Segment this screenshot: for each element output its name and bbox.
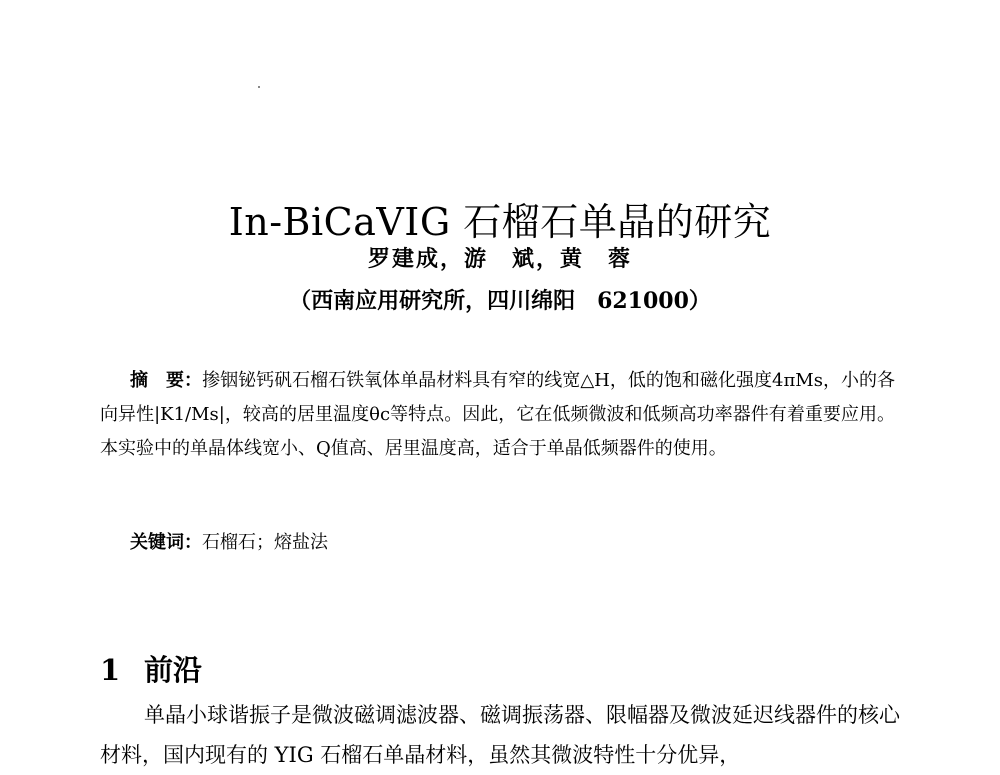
affiliation: （西南应用研究所，四川绵阳 621000） [289, 288, 711, 314]
keywords-text: 石榴石；熔盐法 [202, 532, 328, 553]
body-paragraph: 单晶小球谐振子是微波磁调滤波器、磁调振荡器、限幅器及微波延迟线器件的核心材料，国内现有的 YIG 石榴石单晶材料，虽然其微波特性十分优异， [100, 703, 900, 767]
body-text [100, 695, 900, 775]
keywords [130, 527, 890, 559]
abstract-paragraph [100, 364, 895, 466]
abstract-text: 掺铟铋钙矾石榴石铁氧体单晶材料具有窄的线宽△H，低的饱和磁化强度4πMs，小的各向异性|K1/Ms|，较高的居里温度θc等特点。因此，它在低频微波和低频高功率器件有着重要应用。本实验中的单晶体线宽小、Q值高、居里温度高，适合于单晶低频器件的使用。 [100, 370, 895, 459]
section-heading [100, 648, 202, 692]
abstract [100, 364, 895, 466]
paper-title: In-BiCaVIG 石榴石单晶的研究 [228, 200, 772, 245]
abstract-label: 摘 要： [130, 370, 203, 391]
scan-speck [258, 86, 260, 88]
section-title: 前沿 [144, 653, 203, 688]
authors: 罗建成，游 斌，黄 蓉 [367, 246, 632, 272]
section-number: 1 [100, 653, 121, 688]
keywords-label: 关键词： [130, 532, 202, 553]
